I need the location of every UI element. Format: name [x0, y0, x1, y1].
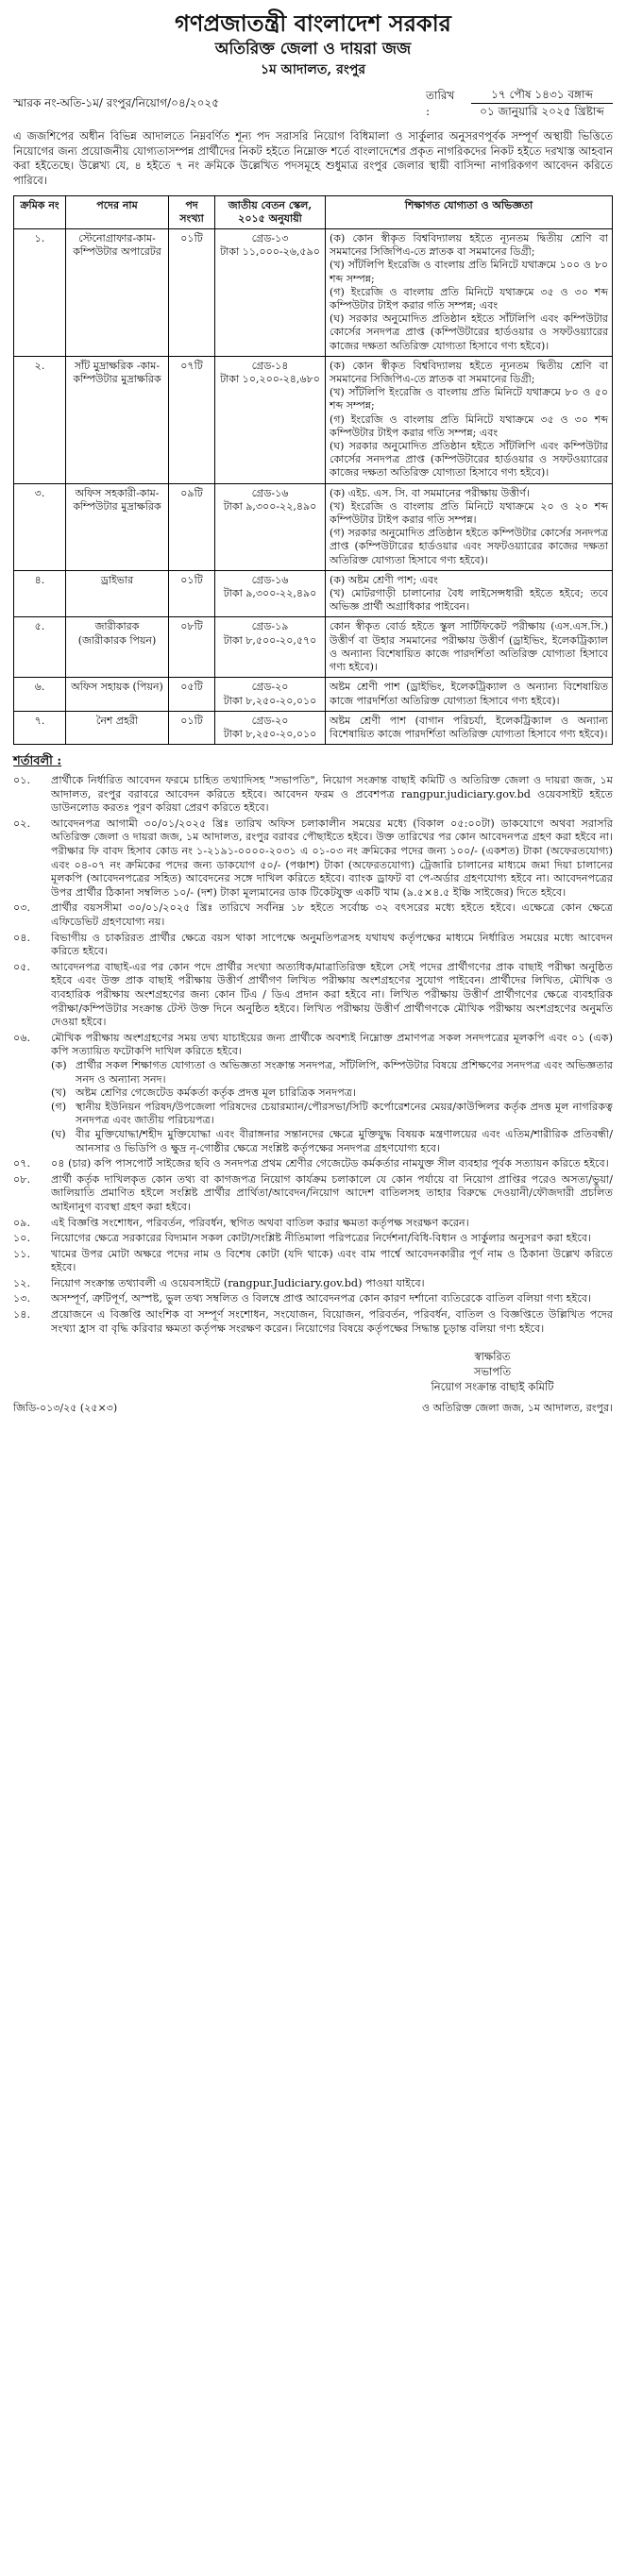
- pay-grade: গ্রেড-১৬: [251, 573, 289, 586]
- condition-number: ১৩.: [13, 1292, 31, 1305]
- condition-body: [51, 1157, 613, 1171]
- qualification-item: কোন স্বীকৃত বোর্ড হইতে স্কুল সার্টিফিকেট পরীক্ষায় (এস.এস.সি.) উত্তীর্ণ বা উহার সমমানের পরীক্ষায় উত্তীর্ণ (ড্রাইভিং, ইলেকট্রিক্যাল ও অন্যান্য বিশেষায়িত কাজে পারদর্শিতা অতিরিক্ত যোগ্যতা হিসাবে গণ্য হইবে)।: [330, 620, 608, 674]
- cell-post-count: ০১টি: [169, 711, 215, 744]
- col-pay-scale: জাতীয় বেতন স্কেল, ২০১৫ অনুযায়ী: [215, 196, 326, 229]
- qualification-item: অষ্টম শ্রেণী পাশ (বাগান পরিচর্যা, ইলেকট্রিক্যাল ও অন্যান্য বিশেষায়িত কাজে পারদর্শিতা অতিরিক্ত যোগ্যতা হিসাবে গণ্য হইবে)।: [330, 714, 608, 740]
- cell-post-count: ০৭টি: [169, 356, 215, 483]
- cell-post-name: অফিস সহকারী-কাম- কম্পিউটার মুদ্রাক্ষরিক: [66, 483, 169, 570]
- pay-range: টাকা ৮,২৫০-২০,০১০: [223, 694, 317, 707]
- condition-item: [13, 901, 613, 929]
- qualification-item: (খ) সাঁটলিপি ইংরেজি ও বাংলায় প্রতি মিনিটে যথাক্রমে ১০০ ও ৮০ শব্দ সম্পন্ন;: [330, 259, 608, 285]
- cell-post-name: স্টেনোগ্রাফার-কাম-কম্পিউটার অপারেটর: [66, 229, 169, 357]
- condition-text: প্রার্থীকে নির্ধারিত আবেদন ফরমে চাহিত তথ্যাদিসহ "সভাপতি", নিয়োগ সংক্রান্ত বাছাই কমিটি ও অতিরিক্ত জেলা ও দায়রা জজ, ১ম আদালত, রংপুর বরাবরে আবেদন করিতে হইবে। আবেদন ফরম ও প্রবেশপত্র rangpur.judiciary.gov.bd ওয়েবসাইট হইতে ডাউনলোড করতঃ পূরণ করিয়া প্রেরণ করিতে হইবে।: [51, 774, 613, 815]
- memo-reference: স্মারক নং-অতি-১ম/ রংপুর/নিয়োগ/০৪/২০২৫: [13, 96, 219, 109]
- condition-body: [51, 932, 613, 959]
- condition-number: ০৮.: [13, 1172, 31, 1186]
- condition-text: আবেদনপত্র বাছাই-এর পর কোন পদে প্রার্থীর সংখ্যা অত্যধিক/মাত্রাতিরিক্ত হইলে সেই পদের প্রার্থীগণের প্রাক বাছাই পরীক্ষা অনুষ্ঠিত হইবে এবং উক্ত প্রাক বাছাই পরীক্ষায় উত্তীর্ণ প্রার্থীগণ লিখিত পরীক্ষায় অংশগ্রহণের সুযোগ পাইবেন। প্রার্থীদের লিখিত, মৌখিক ও ব্যবহারিক পরীক্ষায় অংশগ্রহণের জন্য কোন টিএ / ডিএ প্রদান করা হইবে না। লিখিত পরীক্ষায় উত্তীর্ণ প্রার্থীগণের ক্ষেত্রে ব্যবহারিক পরীক্ষা/কম্পিউটার সংক্রান্ত টেস্ট উক্ত দিনে অনুষ্ঠিত হইবে। লিখিত পরীক্ষায় উত্তীর্ণ প্রার্থীগণকে মৌখিক পরীক্ষায় অংশগ্রহণের অনুমতি দেওয়া হইবে।: [51, 960, 613, 1029]
- condition-item: [13, 1248, 613, 1275]
- table-row: [14, 483, 613, 570]
- condition-text: এই বিজ্ঞপ্তি সংশোধন, পরিবর্তন, পরিবর্ধন, স্থগিত অথবা বাতিল করার ক্ষমতা কর্তৃপক্ষ সংরক্ষণ করেন।: [51, 1216, 469, 1229]
- condition-sub-item: [51, 1128, 613, 1155]
- cell-serial: ৭.: [14, 711, 66, 744]
- condition-text: নিয়োগের ক্ষেত্রে সরকারের বিদ্যমান সকল কোটা/সংশ্লিষ্ট নীতিমালা পরিপত্রের নির্দেশনা/বিধি-বিধান ও সার্কুলার অনুসরণ করা হইবে।: [51, 1232, 592, 1245]
- condition-body: [51, 901, 613, 929]
- intro-paragraph: এ জজশিপের অধীন বিভিন্ন আদালতে নিম্নবর্ণিত শূন্য পদ সরাসরি নিয়োগ বিধিমালা ও সার্কুলার অনুসরণপূর্বক সম্পূর্ণ অস্থায়ী ভিত্তিতে নিয়োগের জন্য প্রয়োজনীয় যোগ্যতাসম্পন্ন প্রার্থীদের নিকট হইতে নিম্নোক্ত শর্তে বাংলাদেশের প্রকৃত নাগরিকদের নিকট হইতে দরখাস্ত আহবান করা হইতেছে। উল্লেখ্য যে, ৪ হইতে ৭ নং ক্রমিকে উল্লেখিত পদসমূহে শুধুমাত্র রংপুর জেলার স্থায়ী বাসিন্দা নাগরিকগণ আবেদন করিতে পারিবে।: [13, 129, 613, 187]
- cell-qualification: [326, 229, 613, 357]
- cell-post-name: সাঁট মুদ্রাক্ষরিক -কাম- কম্পিউটার মুদ্রাক্ষরিক: [66, 356, 169, 483]
- condition-body: [51, 1308, 613, 1336]
- condition-text: আবেদনপত্র আগামী ৩০/০১/২০২৫ খ্রিঃ তারিখ অফিস চলাকালীন সময়ের মধ্যে (বিকাল ০৫:০০টা) ডাকযোগে অথবা সরাসরি অতিরিক্ত জেলা ও দায়রা জজ, ১ম আদালত, রংপুর বরাবর পৌছাইতে হইবে। উক্ত তারিখের পর কোন আবেদনপত্র গ্রহণ করা হইবে না। পরীক্ষার ফি বাবদ হিসাব কোড নং ১-২১৯১-০০০০-২০৩১ এ ০১-০৩ নং ক্রমিকের পদের জন্য ১০০/- (একশত) টাকা (অফেরতযোগ্য) এবং ০৪-০৭ নং ক্রমিকের পদের জন্য ডাকযোগ ৫০/- (পঞ্চাশ) টাকা (অফেরতযোগ্য) ট্রেজারি চালানের মাধ্যমে জমা দিয়া চালানের মূলকপি (আবেদনপত্রের সহিত) আবেদনের সঙ্গে দাখিল করিতে হইবে। ব্যাংক ড্রাফট বা পে-অর্ডার গ্রহণযোগ্য হইবে না। আবেদনপত্রের উপর প্রার্থীর ঠিকানা সম্বলিত ১০/- (দশ) টাকা মূল্যমানের ডাক টিকেটযুক্ত একটি খাম (৯.৫×৪.৫ ইঞ্চি সাইজের) দিতে হইবে।: [51, 817, 613, 899]
- condition-number: ০৬.: [13, 1031, 31, 1044]
- condition-item: [13, 1292, 613, 1306]
- pay-grade: গ্রেড-১৩: [251, 232, 289, 244]
- cell-pay-scale: [215, 483, 326, 570]
- qualification-item: (ক) কোন স্বীকৃত বিশ্ববিদ্যালয় হইতে ন্যূনতম দ্বিতীয় শ্রেণি বা সমমানের সিজিপিএ-তে স্নাতক বা সমমানের ডিগ্রী;: [330, 232, 608, 259]
- table-row: [14, 617, 613, 678]
- condition-item: [13, 817, 613, 901]
- qualification-item: (ক) এইচ. এস. সি. বা সমমানের পরীক্ষায় উত্তীর্ণ।: [330, 486, 530, 499]
- cell-post-count: ০৫টি: [169, 678, 215, 711]
- condition-text: খামের উপর মোটা অক্ষরে পদের নাম ও বিশেষ কোটা (যদি থাকে) এবং বাম পার্শ্বে আবেদনকারীর পূর্ণ নাম ও ঠিকানা উল্লেখ করিতে হইবে।: [51, 1247, 613, 1274]
- pay-range: টাকা ৮,৫০০-২০,৫৭০: [223, 633, 317, 647]
- condition-sub-item: [51, 1101, 613, 1128]
- cell-serial: ২.: [14, 356, 66, 483]
- cell-post-count: ০৯টি: [169, 483, 215, 570]
- condition-body: [51, 1277, 613, 1291]
- sub-item-text: প্রার্থীর সকল শিক্ষাগত যোগ্যতা ও অভিজ্ঞতা সংক্রান্ত সনদপত্র, সাঁটলিপি, কম্পিউটার বিষয়ে প্রশিক্ষণের সনদপত্র এবং অভিজ্ঞতার সনদ ও অন্যান্য সনদ।: [76, 1058, 613, 1086]
- condition-text: প্রার্থী কর্তৃক দাখিলকৃত কোন তথ্য বা কাগজপত্র নিয়োগ কার্যক্রম চলাকালে যে কোন পর্যায়ে বা নিয়োগ প্রাপ্তির পরেও অসত্য/ভুয়া/জালিয়াতি প্রমাণিত হইলে সংশ্লিষ্ট প্রার্থীর প্রার্থিতা/আবেদন/নিয়োগ আদেশ বাতিলসহ তাহার বিরুদ্ধে দেওয়ানী/ফৌজদারী প্রচলিত আইনানুগ ব্যবস্থা গ্রহণ করা হইবে।: [51, 1172, 613, 1213]
- condition-body: [51, 1232, 613, 1246]
- sub-item-key: (গ): [51, 1100, 67, 1113]
- sub-item-key: (ক): [51, 1058, 67, 1071]
- cell-post-name: জারীকারক (জারীকারক পিয়ন): [66, 617, 169, 678]
- condition-text: নিয়োগ সংক্রান্ত তথ্যাবলী এ ওয়েবসাইটে (rangpur.Judiciary.gov.bd) পাওয়া যাইবে।: [51, 1276, 425, 1289]
- condition-item: [13, 1157, 613, 1171]
- sub-item-key: (খ): [51, 1086, 67, 1100]
- condition-body: [51, 1292, 613, 1306]
- conditions-list: [13, 774, 613, 1336]
- pay-range: টাকা ৯,৩০০-২২,৪৯০: [223, 587, 317, 600]
- cell-post-name: ড্রাইভার: [66, 570, 169, 617]
- condition-body: [51, 817, 613, 901]
- condition-number: ০৫.: [13, 960, 31, 973]
- col-qualification: শিক্ষাগত যোগ্যতা ও অভিজ্ঞতা: [326, 196, 613, 229]
- condition-text: বিভাগীয় ও চাকরিরত প্রার্থীর ক্ষেত্রে বয়স থাকা সাপেক্ষে অনুমতিপত্রসহ যথাযথ কর্তৃপক্ষের মাধ্যমে নির্ধারিত সময়ের মধ্যে আবেদন করিতে হইবে।: [51, 931, 613, 958]
- col-serial: ক্রমিক নং: [14, 196, 66, 229]
- condition-body: [51, 1173, 613, 1215]
- office-name: ও অতিরিক্ত জেলা জজ, ১ম আদালত, রংপুর।: [422, 1402, 613, 1415]
- condition-item: [13, 1173, 613, 1215]
- cell-qualification: [326, 483, 613, 570]
- letterhead: [13, 9, 613, 79]
- cell-post-count: ০১টি: [169, 229, 215, 357]
- qualification-item: (গ) ইংরেজি ও বাংলায় প্রতি মিনিটে যথাক্রমে ৩৫ ও ৩০ শব্দ কম্পিউটার টাইপ করার গতি সম্পন্ন; এবং: [330, 285, 608, 312]
- qualification-item: (ক) কোন স্বীকৃত বিশ্ববিদ্যালয় হইতে ন্যূনতম দ্বিতীয় শ্রেণি বা সমমানের সিজিপিএ-তে স্নাতক বা সমমানের ডিগ্রী;: [330, 359, 608, 386]
- signature-block: [372, 1349, 613, 1394]
- cell-pay-scale: [215, 678, 326, 711]
- cell-pay-scale: [215, 229, 326, 357]
- cell-pay-scale: [215, 617, 326, 678]
- pay-grade: গ্রেড-১৬: [251, 486, 289, 499]
- condition-text: মৌখিক পরীক্ষায় অংশগ্রহণের সময় তথ্য যাচাইয়ের জন্য প্রার্থীকে অবশ্যই নিম্নোক্ত প্রমাণপত্র সকল সনদপত্রের মূলকপি এবং ০১ (এক) কপি সত্যায়িত ফটোকপি দাখিল করিতে হইবে।: [51, 1031, 613, 1058]
- sub-item-text: স্থানীয় ইউনিয়ন পরিষদ/উপজেলা পরিষদের চেয়ারম্যান/পৌরসভা/সিটি কর্পোরেশনের মেয়র/কাউন্সিলর কর্তৃক প্রদত্ত মূল নাগরিকত্ব সনদপত্র এবং জাতীয় পরিচয়পত্র।: [76, 1100, 613, 1127]
- memo-date: [426, 87, 613, 120]
- cell-post-name: নৈশ প্রহরী: [66, 711, 169, 744]
- sub-item-text: বীর মুক্তিযোদ্ধা/শহীদ মুক্তিযোদ্ধা এবং বীরাঙ্গনার সন্তানদের ক্ষেত্রে মুক্তিযুদ্ধ বিষয়ক মন্ত্রণালয়ের এবং এতিম/শারীরিক প্রতিবন্ধী/আনসার ও ভিডিপি ও ক্ষুদ্র নৃ-গোষ্ঠীর ক্ষেত্রে সংশ্লিষ্ট কর্তৃপক্ষের সনদপত্র গ্রহণযোগ্য হবে।: [76, 1127, 613, 1154]
- condition-body: [51, 774, 613, 816]
- qualification-item: (খ) ইংরেজি ও বাংলায় প্রতি মিনিটে যথাক্রমে ২০ ও ২০ শব্দ কম্পিউটার টাইপ করার গতি সম্পন্ন।: [330, 499, 608, 527]
- cell-serial: ৫.: [14, 617, 66, 678]
- pay-range: টাকা ৯,৩০০-২২,৪৯০: [223, 499, 317, 513]
- condition-sub-item: [51, 1059, 613, 1086]
- col-post-name: পদের নাম: [66, 196, 169, 229]
- condition-text: অসম্পূর্ণ, ত্রুটিপূর্ণ, অস্পষ্ট, ভুল তথ্য সম্বলিত ও বিলম্বে প্রাপ্ত আবেদনপত্র কোন কারণ দর্শানো ব্যতিরেকে বাতিল বলিয়া গণ্য হইবে।: [51, 1292, 592, 1305]
- memo-row: [13, 87, 613, 120]
- condition-item: [13, 1232, 613, 1246]
- qualification-item: (ঘ) সরকার অনুমোদিত প্রতিষ্ঠান হইতে সাঁটলিপি এবং কম্পিউটার কোর্সের সনদপত্র প্রাপ্ত (কম্পিউটারের হার্ডওয়ার ও সফটওয়্যারের কাজের দক্ষতা অতিরিক্ত যোগ্যতা হিসাবে গণ্য হইবে)।: [330, 440, 608, 480]
- table-row: [14, 711, 613, 744]
- pay-grade: গ্রেড-১৯: [251, 620, 289, 633]
- condition-item: [13, 932, 613, 959]
- condition-item: [13, 961, 613, 1030]
- qualification-item: (খ) সাঁটলিপি ইংরেজি ও বাংলায় প্রতি মিনিটে যথাক্রমে ৮০ ও ৫০ শব্দ সম্পন্ন;: [330, 386, 608, 412]
- court-title: ১ম আদালত, রংপুর: [260, 62, 366, 77]
- conditions-title: শর্তাবলী :: [13, 754, 62, 769]
- condition-number: ১২.: [13, 1276, 31, 1289]
- pay-range: টাকা ১০,২০০-২৪,৬৮০: [220, 373, 320, 386]
- table-row: [14, 570, 613, 617]
- qualification-item: (খ) মোটরগাড়ী চালানোর বৈধ লাইসেন্সধারী হইতে হইবে; তবে অভিজ্ঞ প্রার্থী অগ্রাধিকার পাইবেন।: [330, 587, 608, 614]
- committee-name: নিয়োগ সংক্রান্ত বাছাই কমিটি: [431, 1380, 554, 1394]
- cell-qualification: [326, 678, 613, 711]
- table-row: [14, 229, 613, 357]
- cell-serial: ১.: [14, 229, 66, 357]
- qualification-item: (ঘ) সরকার অনুমোদিত প্রতিষ্ঠান হইতে সাঁটলিপি এবং কম্পিউটার কোর্সের সনদপত্র প্রাপ্ত (কম্পিউটারের হার্ডওয়ার ও সফটওয়্যারের কাজের দক্ষতা অতিরিক্ত যোগ্যতা হিসাবে গণ্য হইবে)।: [330, 312, 608, 352]
- sub-item-key: (ঘ): [51, 1127, 66, 1140]
- condition-number: ০৩.: [13, 901, 31, 915]
- pay-grade: গ্রেড-২০: [251, 714, 289, 727]
- cell-qualification: [326, 617, 613, 678]
- condition-sub-item: [51, 1086, 613, 1101]
- pay-range: টাকা ১১,০০০-২৬,৫৯০: [220, 245, 320, 259]
- table-row: [14, 678, 613, 711]
- posts-table: [13, 195, 613, 745]
- pay-range: টাকা ৮,২৫০-২০,০১০: [223, 727, 317, 740]
- cell-qualification: [326, 711, 613, 744]
- condition-number: ০৭.: [13, 1157, 31, 1170]
- office-title: অতিরিক্ত জেলা ও দায়রা জজ: [214, 40, 412, 59]
- pay-grade: গ্রেড-১৪: [251, 359, 289, 372]
- condition-number: ১০.: [13, 1232, 31, 1245]
- condition-text: প্রয়োজনে এ বিজ্ঞপ্তি আংশিক বা সম্পূর্ণ সংশোধন, সংযোজন, বিয়োজন, পরিবর্তন, পরিবর্ধন, বাতিল ও বিজ্ঞপ্তিতে উল্লিখিত পদের সংখ্যা হ্রাস বা বৃদ্ধি করিবার ক্ষমতা কর্তৃপক্ষ সংরক্ষণ করেন। নিয়োগের বিষয়ে কর্তৃপক্ষের সিদ্ধান্ত চূড়ান্ত বলিয়া গণ্য হইবে।: [51, 1308, 613, 1335]
- cell-post-count: ০৮টি: [169, 617, 215, 678]
- qualification-item: (গ) সরকার অনুমোদিত প্রতিষ্ঠান হইতে কম্পিউটার কোর্সের সনদপত্র প্রাপ্ত (কম্পিউটারের হার্ডওয়ার এবং সফটওয়্যারের কাজের দক্ষতা অতিরিক্ত যোগ্যতা হিসাবে গণ্য হইবে)।: [330, 527, 608, 566]
- sub-item-text: অষ্টম শ্রেণির গেজেটেড কর্মকর্তা কর্তৃক প্রদত্ত মূল চারিত্রিক সনদপত্র।: [76, 1086, 357, 1100]
- condition-number: ১৪.: [13, 1308, 31, 1322]
- table-header-row: [14, 196, 613, 229]
- signatory-title: সভাপতি: [473, 1365, 512, 1379]
- condition-text: ০৪ (চার) কপি পাসপোর্ট সাইজের ছবি ও সনদপত্র প্রথম শ্রেণীর গেজেটেড কর্মকর্তার নামযুক্ত সীল ব্যবহার পূর্বক সত্যায়ন করিতে হইবে।: [51, 1157, 609, 1170]
- condition-body: [51, 961, 613, 1030]
- cell-pay-scale: [215, 570, 326, 617]
- government-title: গণপ্রজাতন্ত্রী বাংলাদেশ সরকার: [175, 9, 451, 37]
- date-bangla: ১৭ পৌষ ১৪৩১ বঙ্গাব্দ: [471, 87, 613, 104]
- cell-pay-scale: [215, 356, 326, 483]
- qualification-item: (ক) অষ্টম শ্রেণী পাশ; এবং: [330, 573, 438, 586]
- pay-grade: গ্রেড-২০: [251, 681, 289, 694]
- condition-item: [13, 1277, 613, 1291]
- condition-item: [13, 1217, 613, 1231]
- footer-code: জিডি-০১৩/২৫ (২৫×৩): [13, 1402, 118, 1415]
- cell-serial: ৪.: [14, 570, 66, 617]
- condition-number: ০৪.: [13, 931, 31, 944]
- cell-post-name: অফিস সহায়ক (পিয়ন): [66, 678, 169, 711]
- condition-body: [51, 1217, 613, 1231]
- cell-post-count: ০১টি: [169, 570, 215, 617]
- table-row: [14, 356, 613, 483]
- cell-qualification: [326, 570, 613, 617]
- cell-serial: ৬.: [14, 678, 66, 711]
- condition-number: ০৯.: [13, 1216, 31, 1229]
- date-label: তারিখ :: [426, 88, 455, 118]
- col-post-count: পদ সংখ্যা: [169, 196, 215, 229]
- date-english: ০১ জানুয়ারি ২০২৫ খ্রিষ্টাব্দ: [480, 105, 604, 118]
- condition-item: [13, 1308, 613, 1336]
- cell-serial: ৩.: [14, 483, 66, 570]
- signature-label: স্বাক্ষরিত: [474, 1350, 511, 1364]
- condition-number: ০১.: [13, 774, 31, 787]
- condition-item: [13, 1032, 613, 1155]
- condition-item: [13, 774, 613, 816]
- condition-text: প্রার্থীর বয়সসীমা ৩০/০১/২০২৫ খ্রিঃ তারিখে সর্বনিম্ন ১৮ হইতে সর্বোচ্চ ৩২ বৎসরের মধ্যে হইতে হইবে। এক্ষেত্রে কোন ক্ষেত্রে এফিডেভিট গ্রহণযোগ্য নয়।: [51, 901, 613, 929]
- cell-qualification: [326, 356, 613, 483]
- footer-row: [13, 1400, 613, 1418]
- posts-table-body: [14, 229, 613, 745]
- qualification-item: (গ) ইংরেজি ও বাংলায় প্রতি মিনিটে যথাক্রমে ৩৫ ও ৩০ শব্দ কম্পিউটার টাইপ করার গতি সম্পন্ন; এবং: [330, 412, 608, 439]
- condition-body: [51, 1032, 613, 1155]
- condition-number: ১১.: [13, 1247, 31, 1260]
- condition-number: ০২.: [13, 817, 31, 830]
- condition-body: [51, 1248, 613, 1275]
- qualification-item: অষ্টম শ্রেণী পাশ (ড্রাইভিং, ইলেকট্রিক্যাল ও অন্যান্য বিশেষায়িত কাজে পারদর্শিতা অতিরিক্ত যোগ্যতা হিসাবে গণ্য হইবে)।: [330, 681, 608, 707]
- cell-pay-scale: [215, 711, 326, 744]
